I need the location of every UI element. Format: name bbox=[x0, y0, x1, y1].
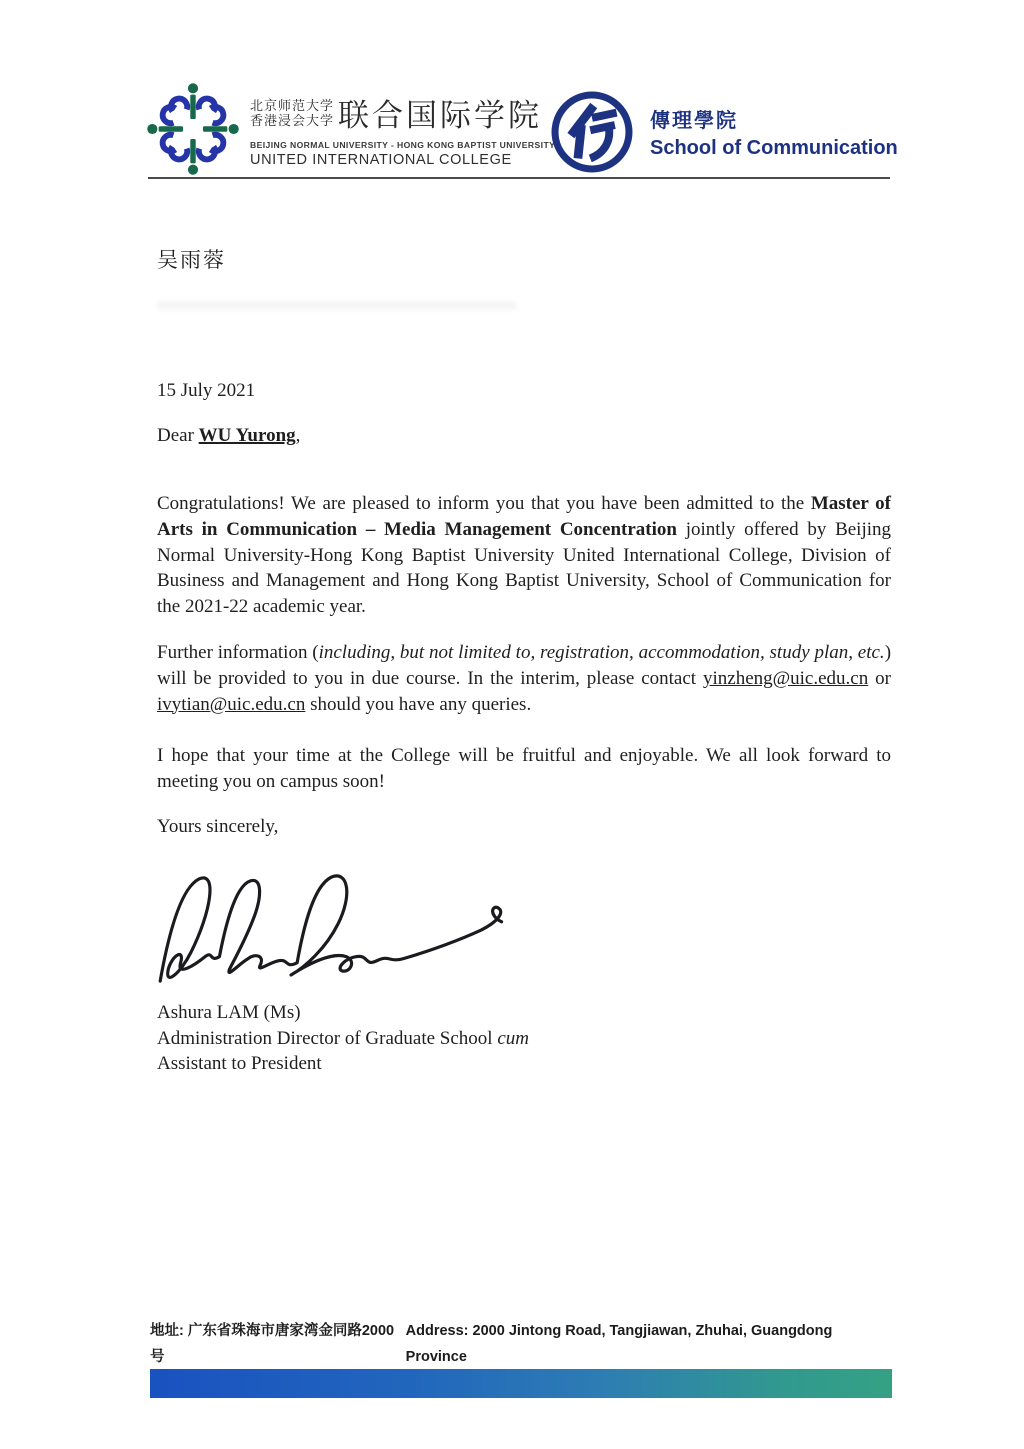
footer-gradient-bar bbox=[150, 1369, 892, 1398]
uic-pinwheel-icon bbox=[146, 82, 240, 176]
footer-address-cn: 地址: 广东省珠海市唐家湾金同路2000号 bbox=[150, 1323, 395, 1365]
uic-cn-college: 联合国际学院 bbox=[338, 98, 543, 133]
letterhead-divider bbox=[148, 177, 890, 179]
recipient-name: 吴雨蓉 bbox=[157, 248, 226, 272]
paragraph-further-info: Further information (including, but not limited to, registration, accommodation, study plan, etc.) will be provided to you in due course. In the interim, please contact yinzheng@uic.edu.cn or ivytian@uic.edu.cn should you have any queries. bbox=[157, 642, 892, 715]
salutation-addressee: WU Yurong bbox=[198, 425, 296, 446]
uic-en-college: UNITED INTERNATIONAL COLLEGE bbox=[250, 152, 512, 168]
salutation: Dear WU Yurong, bbox=[157, 425, 301, 446]
contact-email-2: ivytian@uic.edu.cn bbox=[157, 693, 306, 715]
uic-logo bbox=[146, 82, 555, 176]
signer-title-2: Assistant to President bbox=[157, 1053, 322, 1074]
soc-cn-name: 傳理學院 bbox=[650, 110, 738, 132]
signer-title-1: Administration Director of Graduate School cum bbox=[157, 1027, 529, 1049]
closing: Yours sincerely, bbox=[157, 816, 279, 837]
school-of-communication-logo bbox=[548, 88, 898, 176]
uic-logo-text bbox=[250, 82, 555, 168]
paragraph-admission: Congratulations! We are pleased to inform you that you have been admitted to the Master of Arts in Communication – Media Management Concentration jointly offered by Beijing Normal University-Hong Kong Baptist University United International College, Division of Business and Management and Hong Kong Baptist University, School of Communication for the 2021-22 academic year. bbox=[157, 493, 892, 618]
uic-en-universities: BEIJING NORMAL UNIVERSITY - HONG KONG BAPTIST UNIVERSITY bbox=[250, 140, 556, 150]
paragraph-welcome: I hope that your time at the College will be fruitful and enjoyable. We all look forward to meeting you on campus soon! bbox=[157, 745, 891, 792]
footer-address-en: Address: 2000 Jintong Road, Tangjiawan, Zhuhai, Guangdong Province bbox=[405, 1323, 833, 1365]
redacted-smudge bbox=[157, 301, 517, 310]
signer-name: Ashura LAM (Ms) bbox=[157, 1002, 301, 1023]
soc-en-name: School of Communication bbox=[650, 137, 898, 159]
uic-cn-name-1: 北京师范大学 bbox=[250, 97, 335, 113]
programme-name: Master of Arts in Communication – Media Management Concentration bbox=[157, 493, 891, 540]
uic-cn-name-2: 香港浸会大学 bbox=[250, 112, 335, 128]
signature-block bbox=[157, 1000, 891, 1077]
contact-email-1: yinzheng@uic.edu.cn bbox=[703, 667, 869, 689]
letter-date: 15 July 2021 bbox=[157, 380, 256, 401]
soc-seal-icon bbox=[548, 88, 636, 176]
handwritten-signature bbox=[152, 866, 520, 992]
